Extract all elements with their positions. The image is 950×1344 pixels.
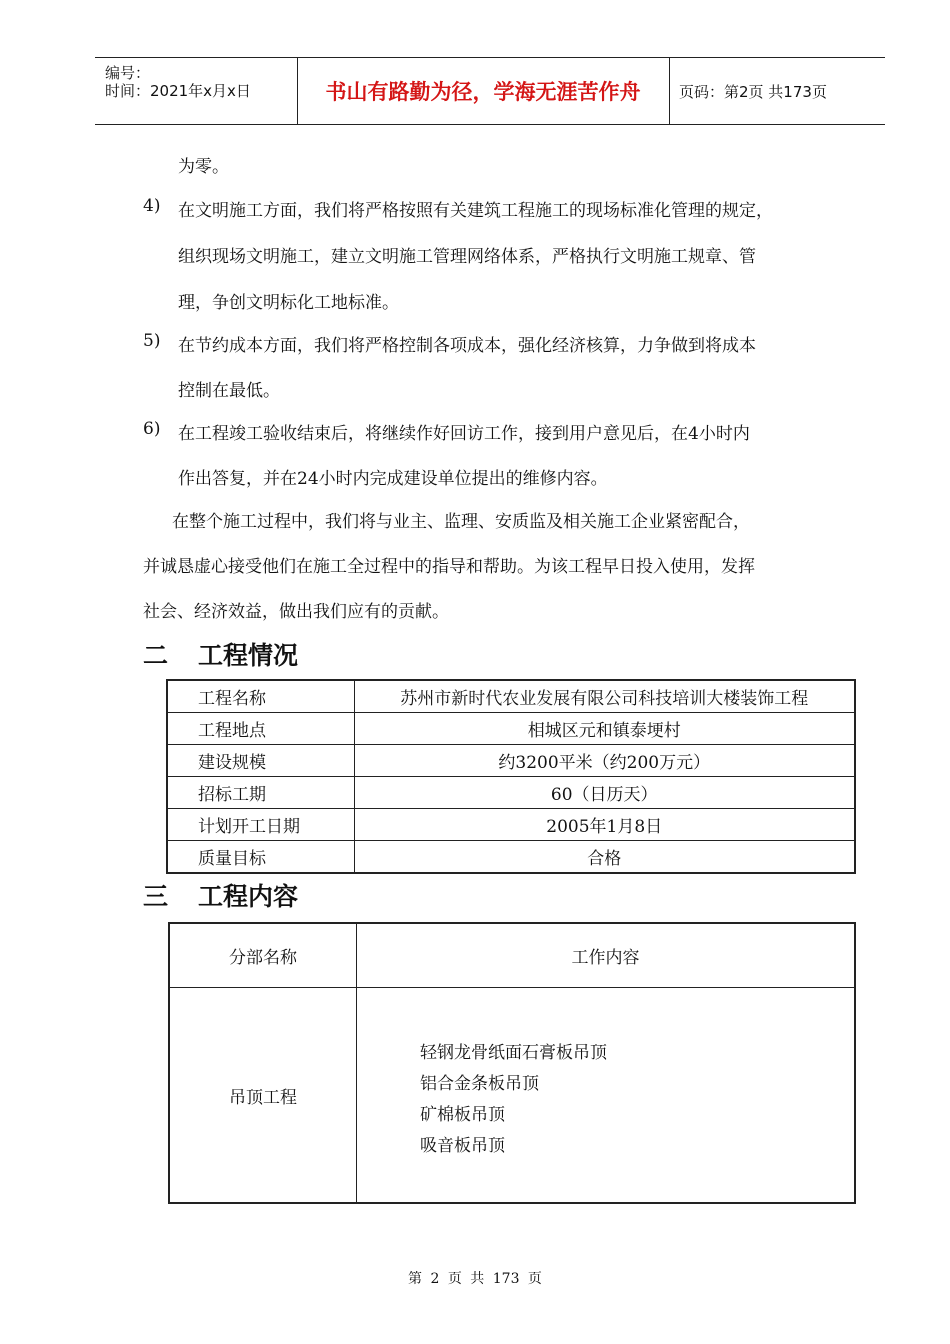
section-heading [143,877,298,913]
time-label: 时间：2021年x月x日 [105,82,251,100]
section-heading [143,636,298,672]
table-row [167,680,855,713]
item-line: 组织现场文明施工，建立文明施工管理网络体系，严格执行文明施工规章、管 [178,247,756,267]
section-number: 二 [143,641,169,670]
field-name: 计划开工日期 [167,809,354,841]
table-row [167,841,855,874]
header-meta [95,58,298,124]
item-line: 理，争创文明标化工地标准。 [178,293,399,313]
header-page-info: 页码：第2页 共173页 [679,82,827,101]
item-line: 在工程竣工验收结束后，将继续作好回访工作，接到用户意见后，在4小时内 [178,424,750,444]
page-header [95,57,885,125]
field-value: 相城区元和镇泰埂村 [354,713,855,745]
field-name: 工程名称 [167,680,354,713]
closing-line: 在整个施工过程中，我们将与业主、监理、安质监及相关施工企业紧密配合， [172,512,750,532]
closing-line: 社会、经济效益，做出我们应有的贡献。 [143,602,449,622]
column-header: 分部名称 [169,923,357,988]
closing-line: 并诚恳虚心接受他们在施工全过程中的指导和帮助。为该工程早日投入使用，发挥 [143,557,755,577]
item-number: 5) [143,331,161,351]
continued-line: 为零。 [178,157,229,177]
project-info-table [166,679,856,874]
work-items-cell [357,988,856,1204]
item-line: 在文明施工方面，我们将严格按照有关建筑工程施工的现场标准化管理的规定， [178,201,773,221]
division-name: 吊顶工程 [169,988,357,1204]
table-header-row [169,923,855,988]
item-number: 6) [143,419,161,439]
table-row [169,988,855,1204]
item-line: 在节约成本方面，我们将严格控制各项成本，强化经济核算，力争做到将成本 [178,336,756,356]
field-name: 建设规模 [167,745,354,777]
section-number: 三 [143,882,169,911]
item-line: 控制在最低。 [178,381,280,401]
field-name: 工程地点 [167,713,354,745]
work-content-table [168,922,856,1204]
table-row [167,809,855,841]
list-item: 轻钢龙骨纸面石膏板吊顶 [420,1043,607,1063]
list-item: 吸音板吊顶 [420,1136,505,1156]
field-value: 60（日历天） [354,777,855,809]
page-footer: 第 2 页 共 173 页 [408,1271,542,1287]
column-header: 工作内容 [357,923,856,988]
section-title: 工程情况 [198,641,299,670]
table-row [167,777,855,809]
table-row [167,745,855,777]
field-value: 约3200平米（约200万元） [354,745,855,777]
list-item: 矿棉板吊顶 [420,1105,505,1125]
item-line: 作出答复，并在24小时内完成建设单位提出的维修内容。 [178,469,608,489]
field-value: 苏州市新时代农业发展有限公司科技培训大楼装饰工程 [354,680,855,713]
work-items-list [420,988,854,1162]
table-row [167,713,855,745]
field-name: 招标工期 [167,777,354,809]
section-title: 工程内容 [198,882,299,911]
item-number: 4) [143,196,161,216]
field-value: 2005年1月8日 [354,809,855,841]
list-item: 铝合金条板吊顶 [420,1074,539,1094]
field-name: 质量目标 [167,841,354,874]
field-value: 合格 [354,841,855,874]
header-motto: 书山有路勤为径，学海无涯苦作舟 [297,58,670,124]
code-label: 编号： [105,64,151,82]
